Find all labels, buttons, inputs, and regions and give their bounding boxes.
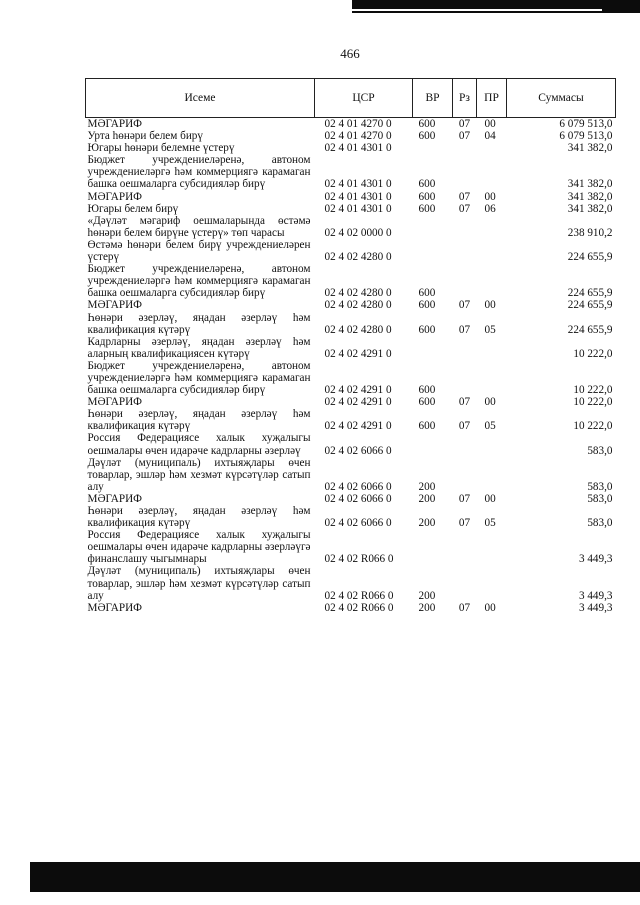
cell-name: МӘГАРИФ — [87, 396, 142, 409]
cell-vr — [413, 239, 453, 263]
cell-csr: 02 4 02 6066 0 — [324, 444, 392, 457]
cell-csr: 02 4 02 0000 0 — [324, 226, 392, 239]
cell-pr — [477, 529, 507, 565]
table-header-row — [86, 79, 616, 118]
cell-pr — [477, 336, 507, 360]
cell-name: Россия Федерациясе халык хуҗалыгы оешмалары өчен идарәче кадрларны әзерләүгә финанслашу чыгымнары — [87, 529, 311, 566]
table-row — [86, 432, 616, 456]
cell-sum: 224 655,9 — [567, 299, 613, 312]
cell-vr: 600 — [418, 190, 436, 203]
cell-sum: 3 449,3 — [578, 589, 613, 602]
table-row — [86, 336, 616, 360]
cell-csr: 02 4 01 4301 0 — [324, 178, 392, 191]
cell-rz — [453, 432, 477, 456]
cell-rz: 07 — [458, 130, 471, 143]
cell-pr: 00 — [484, 601, 496, 614]
cell-vr: 600 — [418, 118, 436, 130]
cell-rz — [453, 565, 477, 601]
cell-sum: 583,0 — [587, 492, 613, 505]
cell-rz: 07 — [458, 190, 471, 203]
table-body — [86, 118, 616, 614]
cell-vr — [413, 336, 453, 360]
cell-rz: 07 — [458, 118, 471, 130]
cell-sum: 224 655,9 — [567, 251, 613, 264]
table-row — [86, 408, 616, 432]
header-name: Исеме — [86, 79, 315, 118]
cell-rz: 07 — [458, 396, 471, 409]
cell-name: «Дәүләт мәгариф оешмаларында өстәмә һөнәри белем бирүне үстерү» төп чарасы — [87, 214, 311, 239]
cell-name: МӘГАРИФ — [87, 601, 142, 614]
table-row — [86, 191, 616, 203]
cell-sum: 224 655,9 — [567, 287, 613, 300]
cell-name: МӘГАРИФ — [87, 190, 142, 203]
cell-csr: 02 4 01 4301 0 — [324, 190, 392, 203]
cell-sum: 224 655,9 — [567, 323, 613, 336]
cell-sum: 341 382,0 — [567, 142, 613, 155]
cell-csr: 02 4 01 4270 0 — [324, 118, 392, 130]
cell-rz — [453, 360, 477, 396]
cell-vr: 600 — [418, 323, 436, 336]
table-row — [86, 396, 616, 408]
cell-sum: 6 079 513,0 — [559, 130, 613, 143]
table-row — [86, 239, 616, 263]
cell-pr — [477, 432, 507, 456]
cell-pr — [477, 154, 507, 190]
cell-vr: 600 — [418, 384, 436, 397]
header-rz: Рз — [453, 79, 477, 118]
cell-name: Һөнәри әзерләү, яңадан әзерләү һәм квалификация күтәрү — [87, 505, 311, 530]
cell-pr: 05 — [484, 323, 496, 336]
cell-pr: 00 — [484, 492, 496, 505]
table-row — [86, 130, 616, 142]
table-row — [86, 529, 616, 565]
cell-pr: 00 — [484, 299, 496, 312]
scan-border-top-gap — [352, 9, 602, 11]
cell-csr: 02 4 01 4270 0 — [324, 130, 392, 143]
table-row — [86, 203, 616, 215]
table-row — [86, 118, 616, 131]
cell-name: Дәүләт (муниципаль) ихтыяҗлары өчен товарлар, эшләр һәм хезмәт күрсәтүләр сатып алу — [87, 456, 311, 493]
cell-pr: 00 — [484, 396, 496, 409]
cell-rz: 07 — [458, 601, 471, 614]
cell-csr: 02 4 02 4280 0 — [324, 287, 392, 300]
header-vr: ВР — [413, 79, 453, 118]
cell-vr: 600 — [418, 420, 436, 433]
cell-sum: 341 382,0 — [567, 190, 613, 203]
cell-pr — [477, 142, 507, 154]
cell-csr: 02 4 02 6066 0 — [324, 492, 392, 505]
cell-csr: 02 4 02 R066 0 — [324, 601, 394, 614]
cell-pr: 00 — [484, 190, 496, 203]
table-row — [86, 215, 616, 239]
cell-name: МӘГАРИФ — [87, 118, 142, 130]
cell-sum: 6 079 513,0 — [559, 118, 613, 130]
header-sum: Суммасы — [507, 79, 616, 118]
cell-name: Югары һөнәри белемне үстерү — [87, 142, 235, 155]
table-row — [86, 457, 616, 493]
header-csr: ЦСР — [315, 79, 413, 118]
cell-sum: 10 222,0 — [573, 396, 613, 409]
cell-vr: 600 — [418, 178, 436, 191]
cell-vr: 600 — [418, 130, 436, 143]
cell-rz — [453, 529, 477, 565]
cell-name: Бюджет учреждениеләренә, автоном учреждениеләргә һәм коммерциягә карамаган башка оешмаларга субсидияләр бирү — [87, 263, 311, 300]
cell-pr — [477, 215, 507, 239]
cell-name: Дәүләт (муниципаль) ихтыяҗлары өчен товарлар, эшләр һәм хезмәт күрсәтүләр сатып алу — [87, 565, 311, 602]
cell-csr: 02 4 02 4291 0 — [324, 420, 392, 433]
cell-name: Урта һөнәри белем бирү — [87, 130, 203, 143]
cell-name: Кадрларны әзерләү, яңадан әзерләү һәм аларның квалификациясен күтәрү — [87, 335, 311, 360]
cell-vr: 600 — [418, 299, 436, 312]
cell-sum: 583,0 — [587, 480, 613, 493]
cell-sum: 583,0 — [587, 517, 613, 530]
cell-rz: 07 — [458, 202, 471, 215]
cell-pr — [477, 263, 507, 299]
cell-csr: 02 4 02 4291 0 — [324, 396, 392, 409]
page-number: 466 — [340, 46, 360, 61]
table-row — [86, 142, 616, 154]
cell-rz — [453, 154, 477, 190]
cell-name: МӘГАРИФ — [87, 492, 142, 505]
cell-rz — [453, 336, 477, 360]
table-row — [86, 312, 616, 336]
cell-sum: 10 222,0 — [573, 384, 613, 397]
cell-rz — [453, 457, 477, 493]
cell-sum: 341 382,0 — [567, 202, 613, 215]
table-row — [86, 263, 616, 299]
cell-rz: 07 — [458, 517, 471, 530]
cell-sum: 3 449,3 — [578, 601, 613, 614]
cell-csr: 02 4 02 R066 0 — [324, 553, 394, 566]
cell-pr — [477, 239, 507, 263]
cell-name: Бюджет учреждениеләренә, автоном учреждениеләргә һәм коммерциягә карамаган башка оешмаларга субсидияләр бирү — [87, 154, 311, 191]
table-row — [86, 565, 616, 601]
scan-border-top — [352, 0, 640, 13]
cell-sum: 10 222,0 — [573, 347, 613, 360]
cell-vr — [413, 215, 453, 239]
cell-sum: 3 449,3 — [578, 553, 613, 566]
cell-sum: 238 910,2 — [567, 226, 613, 239]
table-row — [86, 493, 616, 505]
cell-pr — [477, 457, 507, 493]
cell-rz: 07 — [458, 323, 471, 336]
cell-name: МӘГАРИФ — [87, 299, 142, 312]
cell-vr: 600 — [418, 287, 436, 300]
cell-csr: 02 4 02 4280 0 — [324, 299, 392, 312]
cell-vr — [413, 432, 453, 456]
cell-rz: 07 — [458, 299, 471, 312]
cell-rz — [453, 215, 477, 239]
table-row — [86, 505, 616, 529]
cell-csr: 02 4 01 4301 0 — [324, 202, 392, 215]
cell-vr — [413, 529, 453, 565]
cell-csr: 02 4 02 4280 0 — [324, 251, 392, 264]
cell-vr — [413, 142, 453, 154]
cell-pr: 05 — [484, 517, 496, 530]
cell-sum: 583,0 — [587, 444, 613, 457]
scan-border-bottom — [30, 862, 640, 892]
cell-csr: 02 4 02 4280 0 — [324, 323, 392, 336]
cell-csr: 02 4 02 4291 0 — [324, 384, 392, 397]
cell-csr: 02 4 02 6066 0 — [324, 517, 392, 530]
cell-pr: 04 — [484, 130, 496, 143]
cell-rz: 07 — [458, 492, 471, 505]
cell-pr — [477, 360, 507, 396]
cell-vr: 200 — [418, 601, 436, 614]
cell-rz — [453, 263, 477, 299]
cell-sum: 341 382,0 — [567, 178, 613, 191]
cell-csr: 02 4 02 6066 0 — [324, 480, 392, 493]
cell-vr: 200 — [418, 517, 436, 530]
table-row — [86, 360, 616, 396]
cell-name: Югары белем бирү — [87, 202, 179, 215]
cell-vr: 600 — [418, 396, 436, 409]
cell-csr: 02 4 01 4301 0 — [324, 142, 392, 155]
cell-name: Өстәмә һөнәри белем бирү учреждениеләрен үстерү — [87, 238, 311, 264]
cell-sum: 10 222,0 — [573, 420, 613, 433]
table-row — [86, 299, 616, 311]
cell-name: Россия Федерациясе халык хуҗалыгы оешмалары өчен идарәче кадрларны әзерләү — [87, 432, 311, 457]
cell-rz: 07 — [458, 420, 471, 433]
cell-rz — [453, 142, 477, 154]
table-row — [86, 154, 616, 190]
cell-name: Бюджет учреждениеләренә, автоном учреждениеләргә һәм коммерциягә карамаган башка оешмаларга субсидияләр бирү — [87, 359, 311, 397]
header-pr: ПР — [477, 79, 507, 118]
cell-pr: 00 — [484, 118, 496, 130]
cell-vr: 200 — [418, 589, 436, 602]
cell-csr: 02 4 02 R066 0 — [324, 589, 394, 602]
budget-table — [85, 78, 615, 614]
cell-vr: 200 — [418, 480, 436, 493]
cell-rz — [453, 239, 477, 263]
cell-vr: 200 — [418, 492, 436, 505]
table-row — [86, 602, 616, 614]
cell-csr: 02 4 02 4291 0 — [324, 347, 392, 360]
cell-pr: 06 — [484, 202, 496, 215]
cell-pr — [477, 565, 507, 601]
cell-pr: 05 — [484, 420, 496, 433]
cell-name: Һөнәри әзерләү, яңадан әзерләү һәм квалификация күтәрү — [87, 408, 311, 433]
cell-name: Һөнәри әзерләү, яңадан әзерләү һәм квалификация күтәрү — [87, 311, 311, 336]
cell-vr: 600 — [418, 202, 436, 215]
